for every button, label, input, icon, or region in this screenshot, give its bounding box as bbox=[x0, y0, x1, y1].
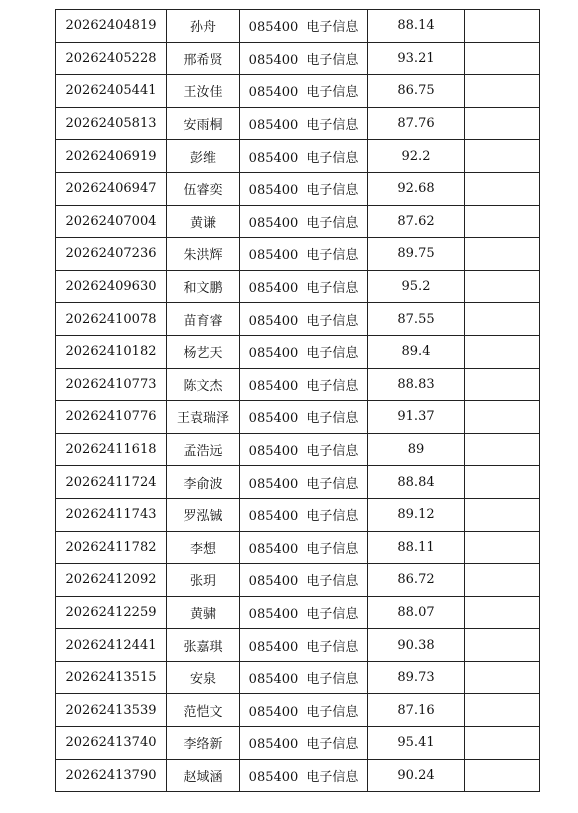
table-row bbox=[56, 205, 540, 238]
note-cell bbox=[465, 759, 540, 792]
major-code: 085400 bbox=[248, 606, 299, 622]
major-cell bbox=[240, 694, 368, 727]
score-cell: 87.62 bbox=[368, 205, 465, 238]
table-row bbox=[56, 368, 540, 401]
score-cell: 87.55 bbox=[368, 303, 465, 336]
major-code: 085400 bbox=[248, 476, 299, 492]
student-name-cell: 李络新 bbox=[167, 727, 240, 760]
student-id-cell: 20262411782 bbox=[56, 531, 167, 564]
major-cell bbox=[240, 368, 368, 401]
major-name: 电子信息 bbox=[306, 411, 359, 427]
student-name-cell: 罗泓铖 bbox=[167, 498, 240, 531]
table-row bbox=[56, 498, 540, 531]
major-name: 电子信息 bbox=[306, 509, 359, 525]
table-row bbox=[56, 466, 540, 499]
score-cell: 88.84 bbox=[368, 466, 465, 499]
student-name-cell: 杨艺天 bbox=[167, 335, 240, 368]
table-row bbox=[56, 401, 540, 434]
note-cell bbox=[465, 498, 540, 531]
score-cell: 88.14 bbox=[368, 10, 465, 43]
student-name-cell: 孟浩远 bbox=[167, 433, 240, 466]
major-name: 电子信息 bbox=[306, 183, 359, 199]
student-name-cell: 黄骕 bbox=[167, 596, 240, 629]
major-name: 电子信息 bbox=[306, 606, 359, 622]
major-code: 085400 bbox=[248, 444, 299, 460]
score-cell: 86.75 bbox=[368, 75, 465, 108]
major-cell bbox=[240, 727, 368, 760]
major-cell bbox=[240, 629, 368, 662]
major-cell bbox=[240, 205, 368, 238]
major-name: 电子信息 bbox=[306, 85, 359, 101]
student-id-cell: 20262405813 bbox=[56, 107, 167, 140]
student-id-cell: 20262411618 bbox=[56, 433, 167, 466]
major-code: 085400 bbox=[248, 118, 299, 134]
major-name: 电子信息 bbox=[306, 769, 359, 785]
major-code: 085400 bbox=[248, 639, 299, 655]
score-cell: 91.37 bbox=[368, 401, 465, 434]
major-code: 085400 bbox=[248, 672, 299, 688]
student-name-cell: 王汝佳 bbox=[167, 75, 240, 108]
table-row bbox=[56, 238, 540, 271]
student-id-cell: 20262413539 bbox=[56, 694, 167, 727]
major-code: 085400 bbox=[248, 150, 299, 166]
major-code: 085400 bbox=[248, 541, 299, 557]
major-code: 085400 bbox=[248, 248, 299, 264]
note-cell bbox=[465, 368, 540, 401]
table-row bbox=[56, 335, 540, 368]
note-cell bbox=[465, 661, 540, 694]
major-name: 电子信息 bbox=[306, 444, 359, 460]
student-id-cell: 20262404819 bbox=[56, 10, 167, 43]
major-code: 085400 bbox=[248, 411, 299, 427]
note-cell bbox=[465, 10, 540, 43]
student-id-cell: 20262407236 bbox=[56, 238, 167, 271]
student-name-cell: 朱洪辉 bbox=[167, 238, 240, 271]
score-cell: 89 bbox=[368, 433, 465, 466]
major-name: 电子信息 bbox=[306, 118, 359, 134]
student-id-cell: 20262411724 bbox=[56, 466, 167, 499]
score-cell: 93.21 bbox=[368, 42, 465, 75]
table-row bbox=[56, 629, 540, 662]
note-cell bbox=[465, 303, 540, 336]
score-cell: 89.73 bbox=[368, 661, 465, 694]
table-row bbox=[56, 694, 540, 727]
major-name: 电子信息 bbox=[306, 541, 359, 557]
score-cell: 89.4 bbox=[368, 335, 465, 368]
score-cell: 88.11 bbox=[368, 531, 465, 564]
major-code: 085400 bbox=[248, 704, 299, 720]
student-name-cell: 孙舟 bbox=[167, 10, 240, 43]
major-name: 电子信息 bbox=[306, 20, 359, 36]
major-cell bbox=[240, 335, 368, 368]
note-cell bbox=[465, 564, 540, 597]
major-name: 电子信息 bbox=[306, 313, 359, 329]
major-name: 电子信息 bbox=[306, 281, 359, 297]
student-id-cell: 20262410776 bbox=[56, 401, 167, 434]
student-name-cell: 彭维 bbox=[167, 140, 240, 173]
score-cell: 87.76 bbox=[368, 107, 465, 140]
major-cell bbox=[240, 498, 368, 531]
major-name: 电子信息 bbox=[306, 672, 359, 688]
table-row bbox=[56, 270, 540, 303]
major-cell bbox=[240, 107, 368, 140]
note-cell bbox=[465, 531, 540, 564]
table-row bbox=[56, 531, 540, 564]
major-code: 085400 bbox=[248, 52, 299, 68]
major-cell bbox=[240, 42, 368, 75]
major-name: 电子信息 bbox=[306, 150, 359, 166]
note-cell bbox=[465, 433, 540, 466]
major-name: 电子信息 bbox=[306, 378, 359, 394]
student-name-cell: 苗育睿 bbox=[167, 303, 240, 336]
note-cell bbox=[465, 335, 540, 368]
note-cell bbox=[465, 401, 540, 434]
major-cell bbox=[240, 531, 368, 564]
student-id-cell: 20262410773 bbox=[56, 368, 167, 401]
major-cell bbox=[240, 303, 368, 336]
major-name: 电子信息 bbox=[306, 52, 359, 68]
major-cell bbox=[240, 596, 368, 629]
major-cell bbox=[240, 564, 368, 597]
student-id-cell: 20262413740 bbox=[56, 727, 167, 760]
major-code: 085400 bbox=[248, 737, 299, 753]
score-cell: 88.07 bbox=[368, 596, 465, 629]
student-name-cell: 黄谦 bbox=[167, 205, 240, 238]
table-row bbox=[56, 75, 540, 108]
major-name: 电子信息 bbox=[306, 704, 359, 720]
table-row bbox=[56, 759, 540, 792]
score-cell: 88.83 bbox=[368, 368, 465, 401]
major-code: 085400 bbox=[248, 20, 299, 36]
score-cell: 92.68 bbox=[368, 172, 465, 205]
student-id-cell: 20262412259 bbox=[56, 596, 167, 629]
student-id-cell: 20262406947 bbox=[56, 172, 167, 205]
student-name-cell: 张玥 bbox=[167, 564, 240, 597]
score-cell: 89.12 bbox=[368, 498, 465, 531]
note-cell bbox=[465, 466, 540, 499]
student-name-cell: 和文鹏 bbox=[167, 270, 240, 303]
score-cell: 89.75 bbox=[368, 238, 465, 271]
major-cell bbox=[240, 238, 368, 271]
major-code: 085400 bbox=[248, 509, 299, 525]
note-cell bbox=[465, 172, 540, 205]
student-id-cell: 20262407004 bbox=[56, 205, 167, 238]
major-cell bbox=[240, 10, 368, 43]
note-cell bbox=[465, 140, 540, 173]
major-name: 电子信息 bbox=[306, 476, 359, 492]
student-id-cell: 20262405441 bbox=[56, 75, 167, 108]
student-name-cell: 李想 bbox=[167, 531, 240, 564]
score-cell: 87.16 bbox=[368, 694, 465, 727]
major-cell bbox=[240, 433, 368, 466]
student-id-cell: 20262410182 bbox=[56, 335, 167, 368]
major-cell bbox=[240, 140, 368, 173]
student-id-cell: 20262413790 bbox=[56, 759, 167, 792]
major-cell bbox=[240, 466, 368, 499]
student-name-cell: 李俞波 bbox=[167, 466, 240, 499]
score-cell: 90.38 bbox=[368, 629, 465, 662]
major-code: 085400 bbox=[248, 378, 299, 394]
student-name-cell: 邢希贤 bbox=[167, 42, 240, 75]
major-code: 085400 bbox=[248, 346, 299, 362]
major-name: 电子信息 bbox=[306, 248, 359, 264]
note-cell bbox=[465, 727, 540, 760]
major-code: 085400 bbox=[248, 574, 299, 590]
student-name-cell: 陈文杰 bbox=[167, 368, 240, 401]
student-name-cell: 张嘉琪 bbox=[167, 629, 240, 662]
note-cell bbox=[465, 238, 540, 271]
score-cell: 95.2 bbox=[368, 270, 465, 303]
student-name-cell: 安雨桐 bbox=[167, 107, 240, 140]
score-cell: 95.41 bbox=[368, 727, 465, 760]
table-row bbox=[56, 433, 540, 466]
student-id-cell: 20262410078 bbox=[56, 303, 167, 336]
table-row bbox=[56, 42, 540, 75]
score-cell: 90.24 bbox=[368, 759, 465, 792]
major-code: 085400 bbox=[248, 313, 299, 329]
major-cell bbox=[240, 270, 368, 303]
major-code: 085400 bbox=[248, 215, 299, 231]
table-row bbox=[56, 107, 540, 140]
major-cell bbox=[240, 401, 368, 434]
note-cell bbox=[465, 42, 540, 75]
student-id-cell: 20262411743 bbox=[56, 498, 167, 531]
major-code: 085400 bbox=[248, 769, 299, 785]
table-row bbox=[56, 10, 540, 43]
table-row bbox=[56, 172, 540, 205]
major-code: 085400 bbox=[248, 85, 299, 101]
major-name: 电子信息 bbox=[306, 639, 359, 655]
note-cell bbox=[465, 694, 540, 727]
student-name-cell: 伍睿奕 bbox=[167, 172, 240, 205]
major-cell bbox=[240, 661, 368, 694]
major-code: 085400 bbox=[248, 281, 299, 297]
major-cell bbox=[240, 75, 368, 108]
student-name-cell: 王袁瑞泽 bbox=[167, 401, 240, 434]
major-name: 电子信息 bbox=[306, 574, 359, 590]
student-id-cell: 20262409630 bbox=[56, 270, 167, 303]
table-row bbox=[56, 140, 540, 173]
student-name-cell: 赵域涵 bbox=[167, 759, 240, 792]
note-cell bbox=[465, 270, 540, 303]
major-code: 085400 bbox=[248, 183, 299, 199]
roster-table bbox=[55, 9, 540, 792]
student-name-cell: 安泉 bbox=[167, 661, 240, 694]
table-row bbox=[56, 596, 540, 629]
table-row bbox=[56, 564, 540, 597]
major-name: 电子信息 bbox=[306, 737, 359, 753]
student-id-cell: 20262406919 bbox=[56, 140, 167, 173]
roster-table-body bbox=[56, 10, 540, 792]
student-id-cell: 20262413515 bbox=[56, 661, 167, 694]
major-name: 电子信息 bbox=[306, 346, 359, 362]
major-cell bbox=[240, 172, 368, 205]
score-cell: 92.2 bbox=[368, 140, 465, 173]
note-cell bbox=[465, 629, 540, 662]
major-name: 电子信息 bbox=[306, 215, 359, 231]
table-row bbox=[56, 727, 540, 760]
student-id-cell: 20262412441 bbox=[56, 629, 167, 662]
note-cell bbox=[465, 205, 540, 238]
score-cell: 86.72 bbox=[368, 564, 465, 597]
table-row bbox=[56, 661, 540, 694]
table-row bbox=[56, 303, 540, 336]
note-cell bbox=[465, 75, 540, 108]
note-cell bbox=[465, 596, 540, 629]
major-cell bbox=[240, 759, 368, 792]
student-id-cell: 20262412092 bbox=[56, 564, 167, 597]
student-id-cell: 20262405228 bbox=[56, 42, 167, 75]
note-cell bbox=[465, 107, 540, 140]
student-name-cell: 范恺文 bbox=[167, 694, 240, 727]
